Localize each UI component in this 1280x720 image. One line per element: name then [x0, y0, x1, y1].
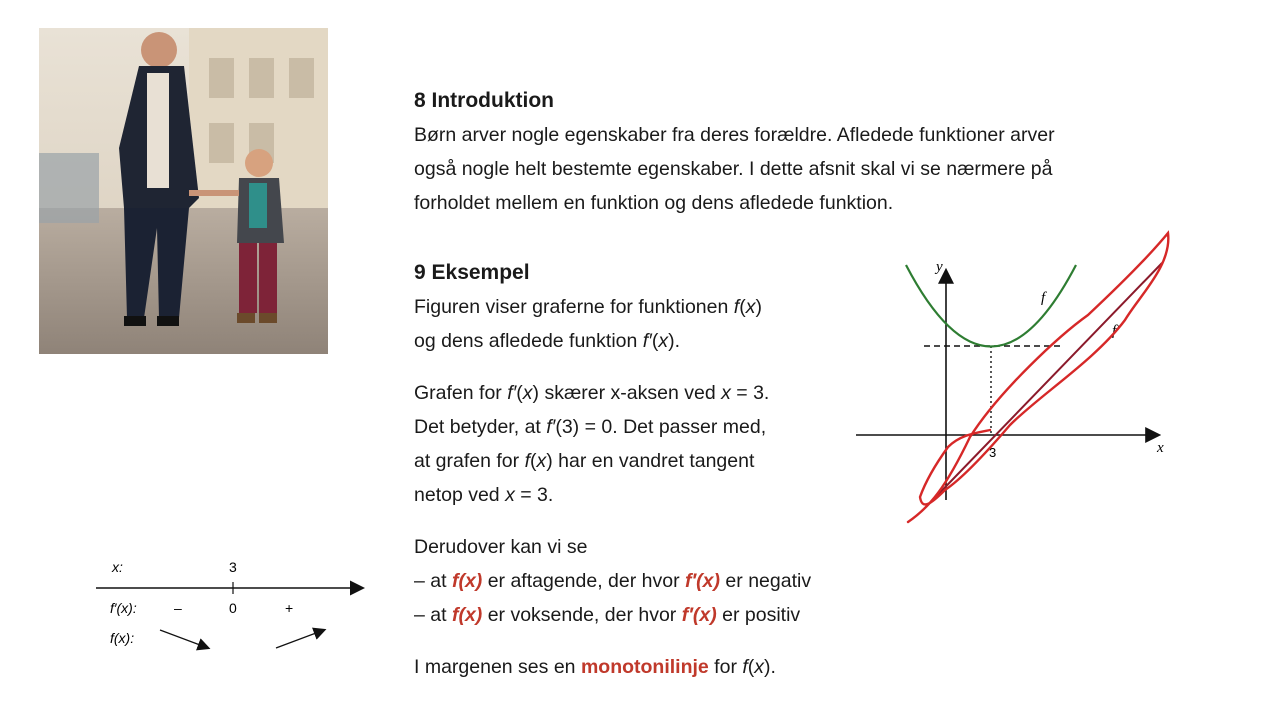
mono-fprime-row-label: f′(x):	[110, 600, 137, 616]
mono-minus: –	[174, 600, 182, 616]
increasing-arrow	[276, 630, 324, 648]
x-axis-label: x	[1157, 440, 1164, 456]
intro-heading: 8 Introduktion	[414, 89, 554, 112]
example-p3-line1: Derudover kan vi se	[414, 536, 588, 558]
example-heading: 9 Eksempel	[414, 261, 530, 284]
example-p2-line4: netop ved x = 3.	[414, 484, 554, 506]
example-p2-line2: Det betyder, at f′(3) = 0. Det passer med,	[414, 416, 767, 438]
intro-line-2: også nogle helt bestemte egenskaber. I dette afsnit skal vi se nærmere på	[414, 158, 1053, 180]
y-axis-label: y	[936, 259, 943, 275]
intro-line-1: Børn arver nogle egenskaber fra deres forældre. Afledede funktioner arver	[414, 124, 1055, 146]
fprime-label: f′	[1112, 323, 1120, 339]
example-p1-line1: Figuren viser graferne for funktionen f(x)	[414, 296, 762, 318]
handdrawn-annotation	[908, 233, 1168, 522]
example-p3-line3: – at f(x) er voksende, der hvor f′(x) er positiv	[414, 604, 801, 626]
photo-father-son	[39, 28, 328, 354]
example-p3-line2: – at f(x) er aftagende, der hvor f′(x) er negativ	[414, 570, 812, 592]
example-paragraph-4	[414, 650, 776, 684]
f-label: f	[1041, 290, 1046, 306]
example-paragraph-3	[414, 530, 811, 632]
mono-zero: 0	[229, 600, 237, 616]
f-curve	[906, 265, 1076, 347]
monotonilinje-term: monotonilinje	[580, 656, 709, 678]
intro-line-3: forholdet mellem en funktion og dens afledede funktion.	[414, 192, 894, 214]
example-p2-line1: Grafen for f′(x) skærer x-aksen ved x = 3.	[414, 382, 770, 404]
example-p4-line: I margenen ses en monotonilinje for f(x).	[414, 656, 776, 678]
mono-x-row-label: x:	[112, 559, 123, 575]
example-p2-line3: at grafen for f(x) har en vandret tangent	[414, 450, 755, 472]
example-paragraph-2	[414, 376, 769, 512]
function-graph	[850, 225, 1180, 540]
mono-plus: +	[285, 600, 294, 616]
x-tick-3: 3	[989, 445, 997, 460]
intro-section	[414, 84, 1055, 220]
mono-x-value: 3	[229, 559, 237, 575]
decreasing-arrow	[160, 630, 208, 648]
example-section	[414, 256, 762, 358]
mono-f-row-label: f(x):	[110, 630, 135, 646]
example-p1-line2: og dens afledede funktion f′(x).	[414, 330, 681, 352]
monotone-line-diagram	[90, 550, 380, 665]
